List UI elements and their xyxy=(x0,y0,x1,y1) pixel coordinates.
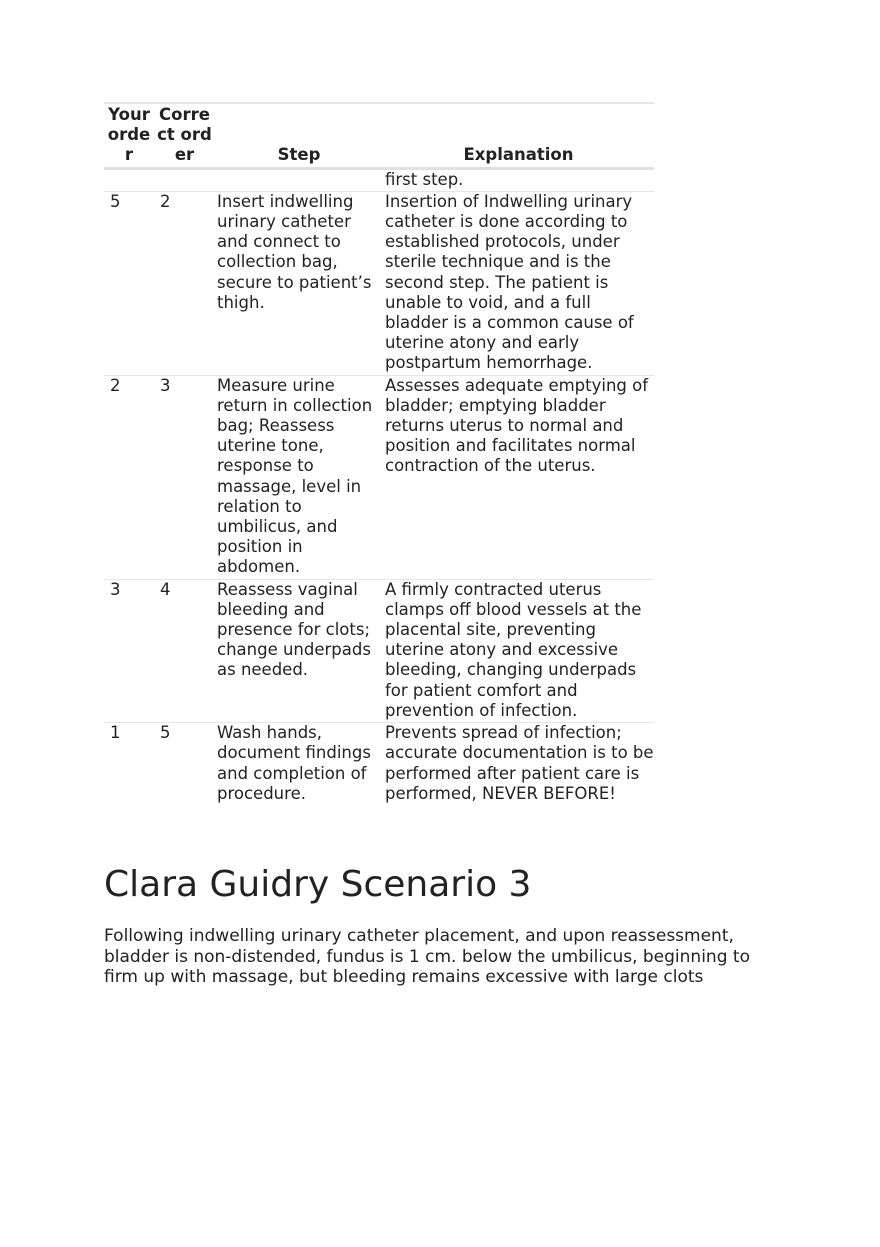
step-cell: Reassess vaginal bleeding and presence for clots; change underpads as needed. xyxy=(215,579,383,722)
header-correct-order: Correct order xyxy=(154,103,215,168)
scenario-description: Following indwelling urinary catheter placement, and upon reassessment, bladder is non-distended, fundus is 1 cm. below the umbilicus, beginning to firm up with massage, but bleeding remains excessive with large clots xyxy=(104,925,750,988)
step-cell: Wash hands, document findings and completion of procedure. xyxy=(215,723,383,805)
step-cell: Measure urine return in collection bag; Reassess uterine tone, response to massage, level in relation to umbilicus, and position in abdomen. xyxy=(215,375,383,579)
explanation-cell: Prevents spread of infection; accurate documentation is to be performed after patient care is performed, NEVER BEFORE! xyxy=(383,723,654,805)
table-row xyxy=(104,375,654,579)
header-your-order: Your order xyxy=(104,103,154,168)
table-row xyxy=(104,191,654,375)
correct-order-cell: 5 xyxy=(154,723,215,805)
table-row-continuation xyxy=(104,168,654,191)
your-order-cell: 5 xyxy=(104,191,154,375)
your-order-cell: 3 xyxy=(104,579,154,722)
steps-table xyxy=(104,102,654,805)
header-explanation: Explanation xyxy=(383,103,654,168)
table-row xyxy=(104,579,654,722)
explanation-cell: Insertion of Indwelling urinary catheter is done according to established protocols, under sterile technique and is the second step. The patient is unable to void, and a full bladder is a common cause of uterine atony and early postpartum hemorrhage. xyxy=(383,191,654,375)
explanation-cell: Assesses adequate emptying of bladder; emptying bladder returns uterus to normal and position and facilitates normal contraction of the uterus. xyxy=(383,375,654,579)
explanation-cell: A firmly contracted uterus clamps off blood vessels at the placental site, preventing uterine atony and excessive bleeding, changing underpads for patient comfort and prevention of infection. xyxy=(383,579,654,722)
your-order-cell: 1 xyxy=(104,723,154,805)
step-cell: Insert indwelling urinary catheter and connect to collection bag, secure to patient’s thigh. xyxy=(215,191,383,375)
table-row xyxy=(104,723,654,805)
your-order-cell: 2 xyxy=(104,375,154,579)
correct-order-cell: 2 xyxy=(154,191,215,375)
table-header-row xyxy=(104,103,654,168)
document-page xyxy=(104,102,784,988)
header-step: Step xyxy=(215,103,383,168)
correct-order-cell: 4 xyxy=(154,579,215,722)
continuation-text: first step. xyxy=(385,169,464,189)
scenario-title: Clara Guidry Scenario 3 xyxy=(104,863,532,905)
correct-order-cell: 3 xyxy=(154,375,215,579)
